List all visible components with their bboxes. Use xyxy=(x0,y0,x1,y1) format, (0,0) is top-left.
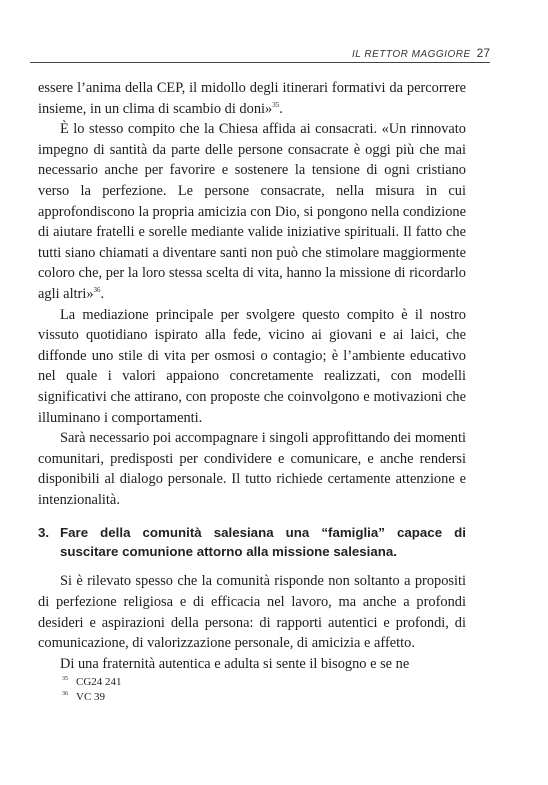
section-title: Fare della comunità salesiana una “famiglia” capace di suscitare comunione attorno alla missione salesiana. xyxy=(60,525,466,560)
running-title: IL RETTOR MAGGIORE xyxy=(351,49,471,60)
header-rule xyxy=(30,62,490,63)
footnote-mark: 36 xyxy=(62,691,68,698)
page-number: 27 xyxy=(476,46,490,60)
footnote-mark: 35 xyxy=(62,676,68,683)
section-number: 3. xyxy=(38,525,50,541)
footnote-ref[interactable]: 35 xyxy=(272,100,280,109)
footnote xyxy=(62,675,122,690)
paragraph: Si è rilevato spesso che la comunità risponde non soltanto a propositi di perfezione religiosa e di efficacia nel lavoro, ma anche a profondi desideri e aspirazioni della persona: di rapporti autentici e profondi, di comunicazione, di valorizzazione personale, di amicizia e affetto. xyxy=(38,573,466,652)
footnote xyxy=(62,690,122,705)
paragraph: Di una fraternità autentica e adulta si sente il bisogno e se ne xyxy=(60,655,410,672)
footnotes xyxy=(62,675,122,705)
footnote-text: VC 39 xyxy=(76,691,106,703)
running-header xyxy=(30,46,490,60)
section-heading xyxy=(38,523,466,561)
footnote-text: CG24 241 xyxy=(76,676,122,688)
paragraph: La mediazione principale per svolgere questo compito è il nostro vissuto quotidiano ispirato alla fede, vicino ai giovani e ai laici, che diffonde uno stile di vita per osmosi o contagio; è l’ambiente educativo nel quale i valori appaiono concretamente realizzati, con modelli significativi che attirano, con proposte che coinvolgono e motivazioni che illuminano i comportamenti. xyxy=(38,306,466,426)
footnote-ref[interactable]: 36 xyxy=(93,286,101,295)
paragraph: È lo stesso compito che la Chiesa affida ai consacrati. «Un rinnovato impegno di santità da parte delle persone consacrate è oggi più che mai necessario anche per favorire e sostenere la tensione di ogni cristiano verso la perfezione. Le persone consacrate, nella misura in cui approfondiscono la propria amicizia con Dio, si pongono nella condizione di aiutare fratelli e sorelle mediante valide iniziative spirituali. Il fatto che tutti siano chiamati a diventare santi non può che stimolare maggiormente coloro che, per la loro stessa scelta di vita, hanno la missione di ricordarlo agli altri»$^{36}$. xyxy=(38,121,466,302)
paragraph: Sarà necessario poi accompagnare i singoli approfittando dei momenti comunitari, predisposti per condividere e comunicare, e anche rendersi disponibili al dialogo personale. Il tutto richiede certamente attenzione e intenzionalità. xyxy=(38,430,466,508)
page-body xyxy=(38,78,466,674)
paragraph: essere l’anima della CEP, il midollo degli itinerari formativi da percorrere insieme, in un clima di scambio di doni»$^{35}$. xyxy=(38,80,466,117)
